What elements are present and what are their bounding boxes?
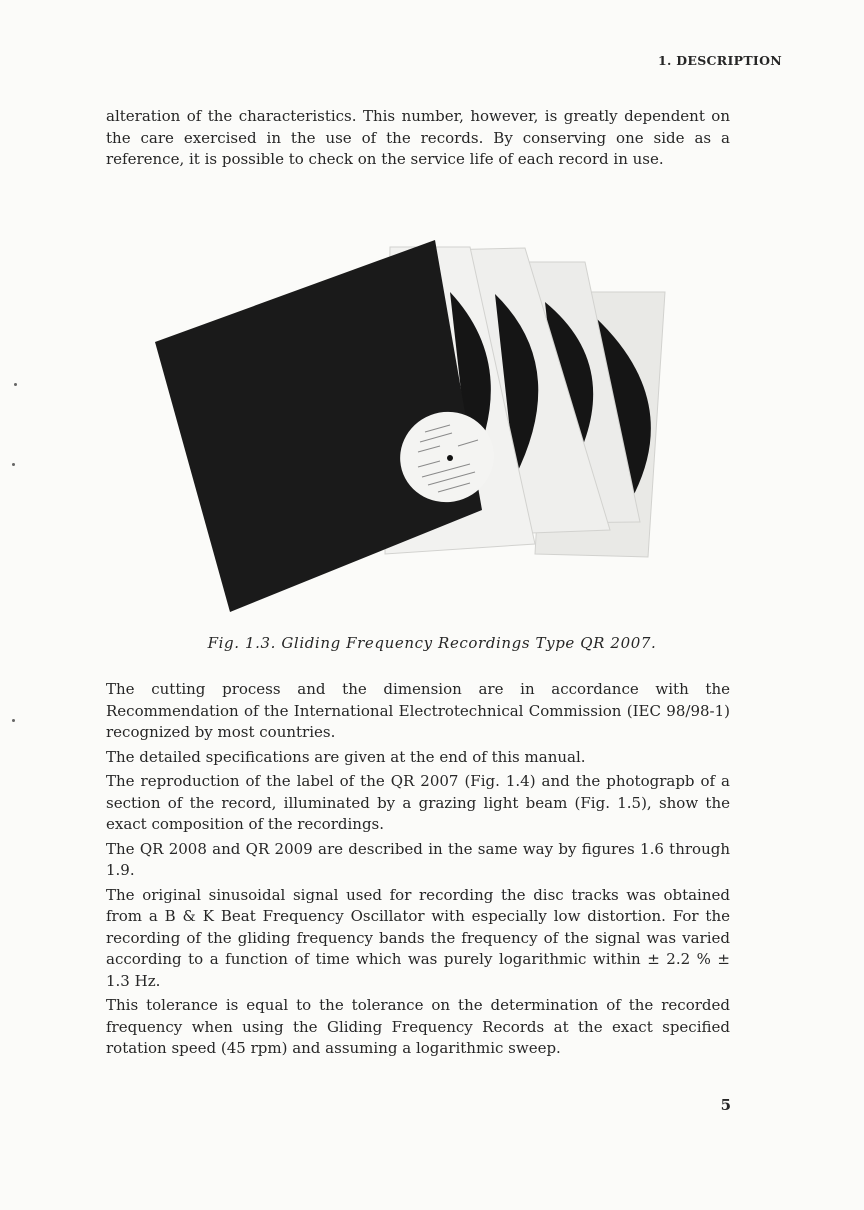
page-number: 5: [720, 1096, 731, 1114]
running-head: 1. DESCRIPTION: [657, 53, 782, 68]
paragraph: alteration of the characteristics. This number, however, is greatly dependent on the care exercised in the use of the records. By conserving one side as a reference, it is possible to check on the service life of each record in use.: [106, 107, 730, 168]
margin-speck: [12, 463, 15, 466]
records-photo: [140, 232, 680, 622]
paragraph: The cutting process and the dimension are in accordance with the Recommendation of the International Electrotechnical Commission (IEC 98/98-1) recognized by most countries.: [106, 680, 730, 741]
figure-caption: Fig. 1.3. Gliding Frequency Recordings Type QR 2007.: [207, 634, 657, 652]
paragraph: The original sinusoidal signal used for recording the disc tracks was obtained from a B & K Beat Frequency Oscillator with especially low distortion. For the recording of the gliding frequency bands the frequency of the signal was varied according to a function of time which was purely logarithmic within ± 2.2 % ± 1.3 Hz.: [106, 885, 730, 990]
paragraph: This tolerance is equal to the tolerance on the determination of the recorded frequency when using the Gliding Frequency Records at the exact specified rotation speed (45 rpm) and assuming a logarithmic sweep.: [106, 996, 730, 1057]
margin-speck: [12, 719, 15, 722]
paragraph: The detailed specifications are given at the end of this manual.: [106, 747, 586, 766]
intro-text: [106, 106, 730, 174]
paragraph: The reproduction of the label of the QR 2007 (Fig. 1.4) and the photograpb of a section of the record, illuminated by a grazing light beam (Fig. 1.5), show the exact composition of the recordings.: [106, 772, 730, 833]
figure-records-photo: [140, 232, 680, 622]
margin-speck: [14, 383, 17, 386]
body-text: [106, 679, 730, 1063]
paragraph: The QR 2008 and QR 2009 are described in the same way by figures 1.6 through 1.9.: [106, 839, 730, 879]
